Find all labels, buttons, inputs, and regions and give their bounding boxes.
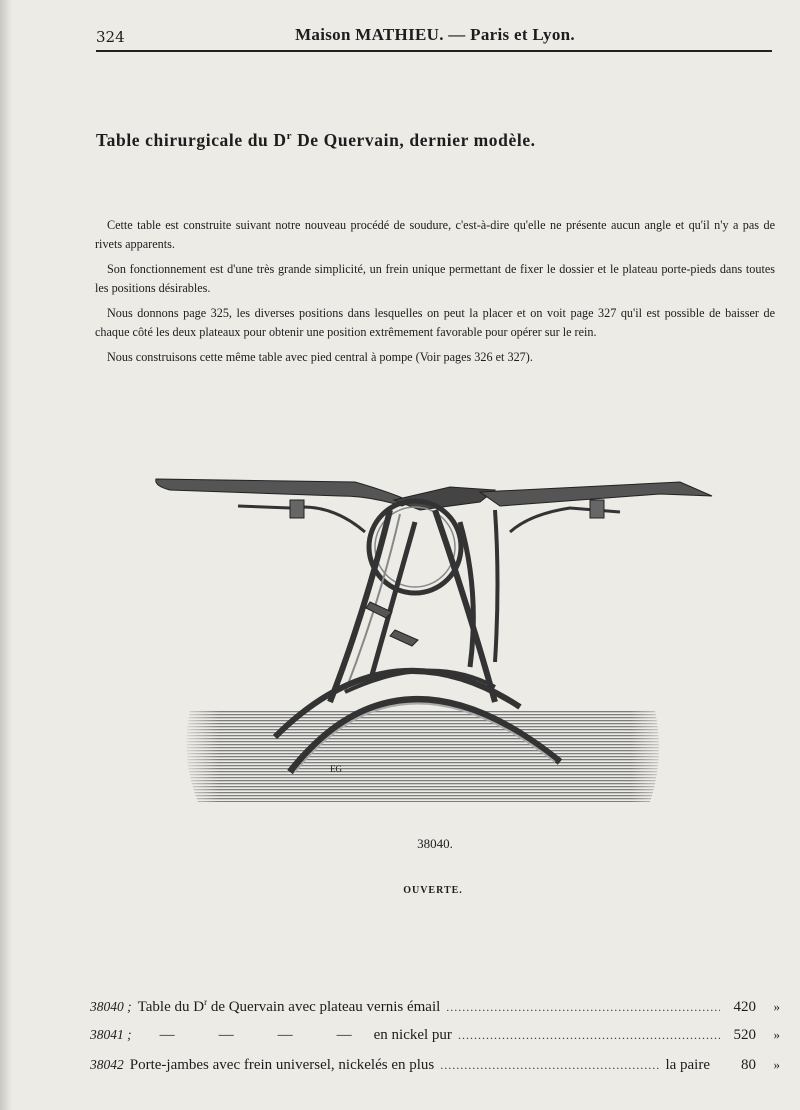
price-mark: »: [773, 1027, 780, 1042]
header-rule: [96, 50, 772, 52]
item-price: 80: [741, 1057, 756, 1073]
section-title: Table chirurgicale du $D^r$ De Quervain, dernier modèle.: [96, 130, 536, 150]
paragraph: Son fonctionnement est d'une très grande simplicité, un frein unique permettant de fixer le dossier et le plateau porte-pieds dans toutes les positions désirables.: [95, 262, 775, 295]
dot-leader: [458, 1028, 720, 1043]
item-description: Porte-jambes avec frein universel, nickelés en plus: [129, 1057, 435, 1073]
dot-leader: [440, 1058, 659, 1073]
page-header: [0, 22, 800, 52]
page-number: 324: [96, 28, 125, 46]
price-row: [90, 1057, 780, 1087]
engraver-mark: EG: [330, 764, 342, 774]
surgical-table-illustration: [150, 462, 730, 822]
item-price: 520: [733, 1027, 756, 1043]
item-description: Table du $D^r$ de Quervain avec plateau vernis émail: [137, 997, 441, 1015]
header-title: Maison MATHIEU. — Paris et Lyon.: [295, 25, 575, 44]
price-row: [90, 997, 780, 1027]
figure-number: 38040.: [417, 836, 453, 851]
price-list: [90, 997, 780, 1087]
surgical-table-engraving: [150, 462, 730, 822]
page-spine-shadow: [0, 0, 12, 1110]
item-reference: 38042: [90, 1057, 124, 1072]
item-unit: la paire: [665, 1057, 710, 1073]
item-price: 420: [733, 999, 756, 1015]
paragraph: Nous construisons cette même table avec pied central à pompe (Voir pages 326 et 327).: [107, 350, 533, 364]
dot-leader: [446, 1000, 720, 1015]
figure-caption: OUVERTE.: [403, 885, 463, 896]
price-mark: »: [773, 1057, 780, 1072]
item-reference: 38040 ;: [90, 999, 132, 1014]
description-text: [95, 216, 775, 373]
item-description: — — — — en nickel pur: [159, 1027, 452, 1043]
price-row: [90, 1027, 780, 1057]
price-mark: »: [773, 999, 780, 1014]
item-reference: 38041 ;: [90, 1027, 132, 1042]
paragraph: Nous donnons page 325, les diverses positions dans lesquelles on peut la placer et on voit page 327 qu'il est possible de baisser de chaque côté les deux plateaux pour obtenir une position extrêmement favorable pour opérer sur le rein.: [95, 306, 775, 339]
paragraph: Cette table est construite suivant notre nouveau procédé de soudure, c'est-à-dire qu'elle ne présente aucun angle et qu'il n'y a pas de rivets apparents.: [95, 218, 775, 251]
